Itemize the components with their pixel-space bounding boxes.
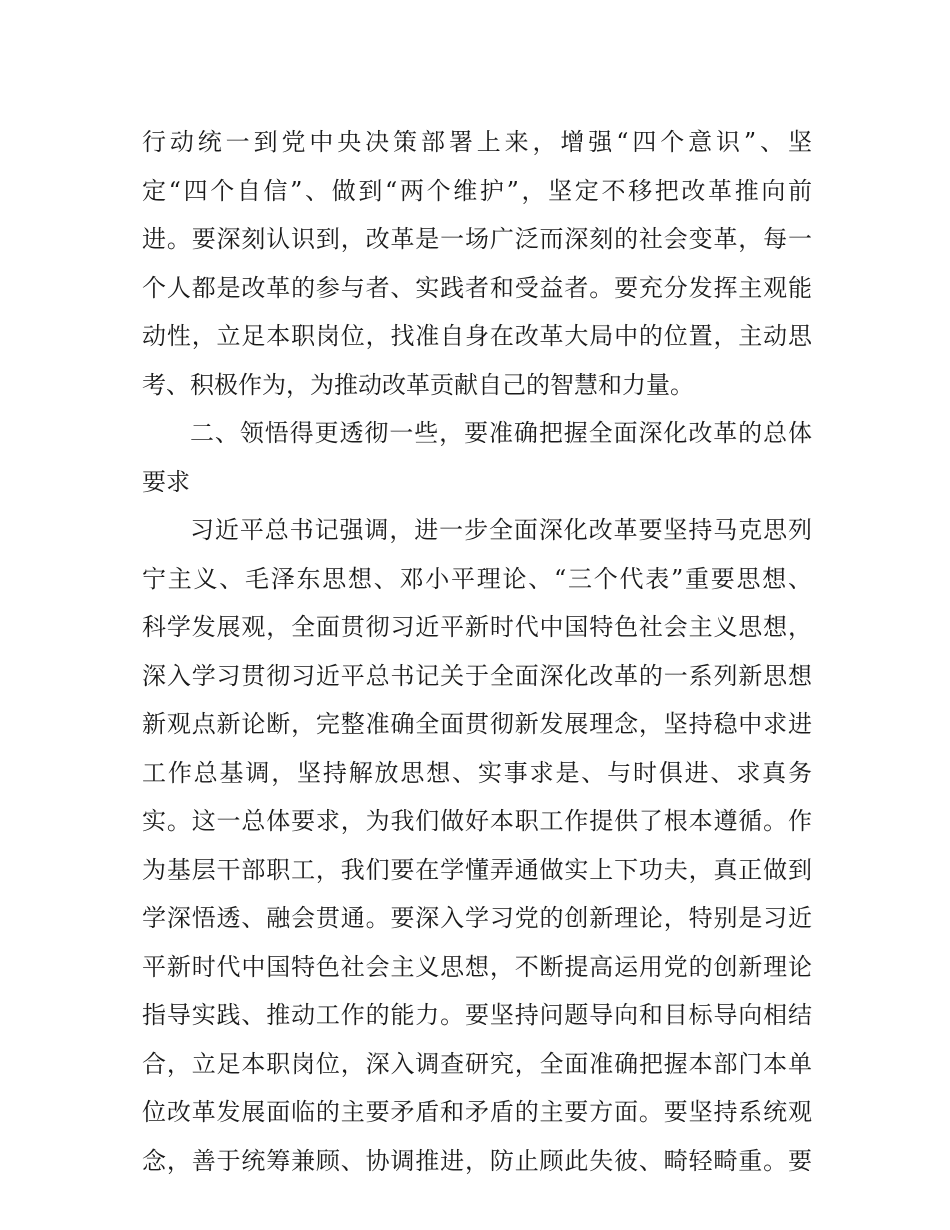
text-line: 考、积极作为，为推动改革贡献自己的智慧和力量。 [142, 370, 694, 399]
text-line: 要求 [142, 467, 190, 496]
text-line: 习近平总书记强调，进一步全面深化改革要坚持马克思列 [190, 516, 812, 544]
text-line: 工作总基调，坚持解放思想、实事求是、与时俱进、求真务 [142, 758, 812, 787]
text-line: 新观点新论断，完整准确全面贯彻新发展理念，坚持稳中求进 [142, 710, 812, 738]
text-line: 个人都是改革的参与者、实践者和受益者。要充分发挥主观能 [142, 273, 812, 302]
paragraph [142, 506, 812, 1185]
text-line: 进。要深刻认识到，改革是一场广泛而深刻的社会变革，每一 [142, 225, 812, 253]
text-line: 行动统一到党中央决策部署上来，增强“四个意识”、坚 [142, 128, 812, 156]
text-line: 定“四个自信”、做到“两个维护”，坚定不移把改革推向前 [142, 176, 812, 205]
text-line: 实。这一总体要求，为我们做好本职工作提供了根本遵循。作 [142, 807, 812, 835]
text-line: 位改革发展面临的主要矛盾和矛盾的主要方面。要坚持系统观 [142, 1098, 812, 1126]
section-heading [142, 409, 812, 506]
text-line: 科学发展观，全面贯彻习近平新时代中国特色社会主义思想， [142, 613, 812, 641]
text-line: 念，善于统筹兼顾、协调推进，防止顾此失彼、畸轻畸重。要 [142, 1146, 812, 1175]
text-line: 合，立足本职岗位，深入调查研究，全面准确把握本部门本单 [142, 1049, 812, 1078]
text-line: 深入学习贯彻习近平总书记关于全面深化改革的一系列新思想 [142, 661, 812, 690]
text-line: 平新时代中国特色社会主义思想，不断提高运用党的创新理论 [142, 952, 812, 981]
text-line: 宁主义、毛泽东思想、邓小平理论、“三个代表”重要思想、 [142, 564, 812, 593]
text-line: 动性，立足本职岗位，找准自身在改革大局中的位置，主动思 [142, 322, 812, 350]
text-line: 学深悟透、融会贯通。要深入学习党的创新理论，特别是习近 [142, 904, 812, 932]
text-line: 为基层干部职工，我们要在学懂弄通做实上下功夫，真正做到 [142, 855, 812, 884]
document-body [142, 118, 812, 1185]
text-line: 二、领悟得更透彻一些，要准确把握全面深化改革的总体 [190, 419, 812, 447]
paragraph [142, 118, 812, 409]
text-line: 指导实践、推动工作的能力。要坚持问题导向和目标导向相结 [142, 1001, 812, 1029]
